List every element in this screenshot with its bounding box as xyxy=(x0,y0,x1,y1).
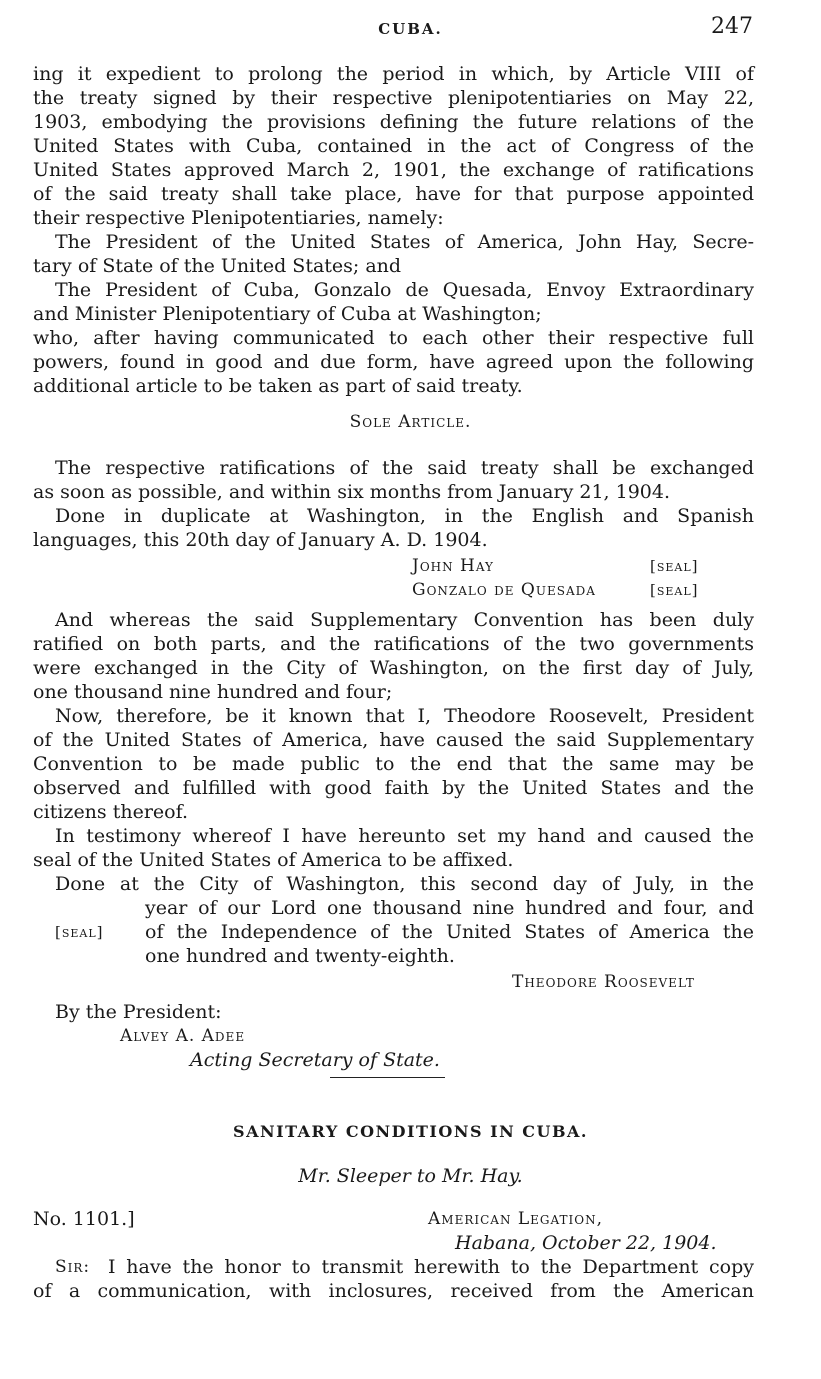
text-line: one thousand nine hundred and four; xyxy=(33,681,393,703)
salutation: Sir: xyxy=(55,1257,91,1277)
text-line: one hundred and twenty-eighth. xyxy=(145,945,455,967)
section-subtitle: Mr. Sleeper to Mr. Hay. xyxy=(298,1165,523,1187)
text-line: of the United States of America, have caused the said Supplementary xyxy=(33,729,754,751)
legation-name: American Legation, xyxy=(428,1209,603,1229)
text-line: And whereas the said Supplementary Convention has been duly xyxy=(55,609,754,631)
text-line: of the Independence of the United States of America the xyxy=(145,921,754,943)
text-line: ing it expedient to prolong the period in which, by Article VIII of xyxy=(33,63,754,85)
text-line: their respective Plenipotentiaries, namely: xyxy=(33,207,444,229)
text-line: The President of Cuba, Gonzalo de Quesada, Envoy Extraordinary xyxy=(55,279,754,301)
text-line: seal of the United States of America to be affixed. xyxy=(33,849,514,871)
text-line: tary of State of the United States; and xyxy=(33,255,402,277)
text-line: who, after having communicated to each other their respective full xyxy=(33,327,754,349)
section-divider xyxy=(330,1077,445,1078)
text-line: United States with Cuba, contained in the act of Congress of the xyxy=(33,135,754,157)
text-line: year of our Lord one thousand nine hundred and four, and xyxy=(145,897,754,919)
signature-name: John Hay xyxy=(412,556,494,576)
seal-mark: [seal] xyxy=(650,581,699,599)
text-line: observed and fulfilled with good faith by the United States and the xyxy=(33,777,754,799)
text-line: The President of the United States of America, John Hay, Secre- xyxy=(55,231,754,253)
text-line: 1903, embodying the provisions defining the future relations of the xyxy=(33,111,754,133)
signature-name: Gonzalo de Quesada xyxy=(412,580,596,600)
text-line: of the said treaty shall take place, have for that purpose appointed xyxy=(33,183,754,205)
text-line: Now, therefore, be it known that I, Theodore Roosevelt, President xyxy=(55,705,754,727)
text-line: The respective ratifications of the said treaty shall be exchanged xyxy=(55,457,754,479)
text-line: citizens thereof. xyxy=(33,801,188,823)
text-line: United States approved March 2, 1901, the exchange of ratifications xyxy=(33,159,754,181)
signature-name: Theodore Roosevelt xyxy=(512,972,695,992)
section-title: SANITARY CONDITIONS IN CUBA. xyxy=(233,1122,588,1141)
attestation-name: Alvey A. Adee xyxy=(120,1026,246,1046)
dispatch-number: No. 1101.] xyxy=(33,1208,135,1230)
text-line: as soon as possible, and within six months from January 21, 1904. xyxy=(33,481,671,503)
attestation-title: Acting Secretary of State. xyxy=(190,1049,440,1071)
text-line: of a communication, with inclosures, received from the American xyxy=(33,1280,754,1302)
text-line: Convention to be made public to the end that the same may be xyxy=(33,753,754,775)
text-line: I have the honor to transmit herewith to the Department copy xyxy=(108,1256,754,1278)
text-line: the treaty signed by their respective plenipotentiaries on May 22, xyxy=(33,87,754,109)
text-line: Done at the City of Washington, this second day of July, in the xyxy=(55,873,754,895)
article-heading: Sole Article. xyxy=(349,412,472,432)
text-line: additional article to be taken as part of said treaty. xyxy=(33,375,523,397)
text-line: In testimony whereof I have hereunto set my hand and caused the xyxy=(55,825,754,847)
place-date: Habana, October 22, 1904. xyxy=(455,1232,717,1254)
text-line: languages, this 20th day of January A. D. 1904. xyxy=(33,529,488,551)
text-line: and Minister Plenipotentiary of Cuba at Washington; xyxy=(33,303,542,325)
seal-mark: [seal] xyxy=(650,557,699,575)
text-line: powers, found in good and due form, have agreed upon the following xyxy=(33,351,754,373)
text-line: were exchanged in the City of Washington, on the first day of July, xyxy=(33,657,754,679)
running-header: CUBA. xyxy=(378,20,443,38)
page-number: 247 xyxy=(711,14,753,39)
text-line: Done in duplicate at Washington, in the English and Spanish xyxy=(55,505,754,527)
seal-mark: [seal] xyxy=(55,923,104,941)
text-line: ratified on both parts, and the ratifications of the two governments xyxy=(33,633,754,655)
attestation-by-line: By the President: xyxy=(55,1001,222,1023)
